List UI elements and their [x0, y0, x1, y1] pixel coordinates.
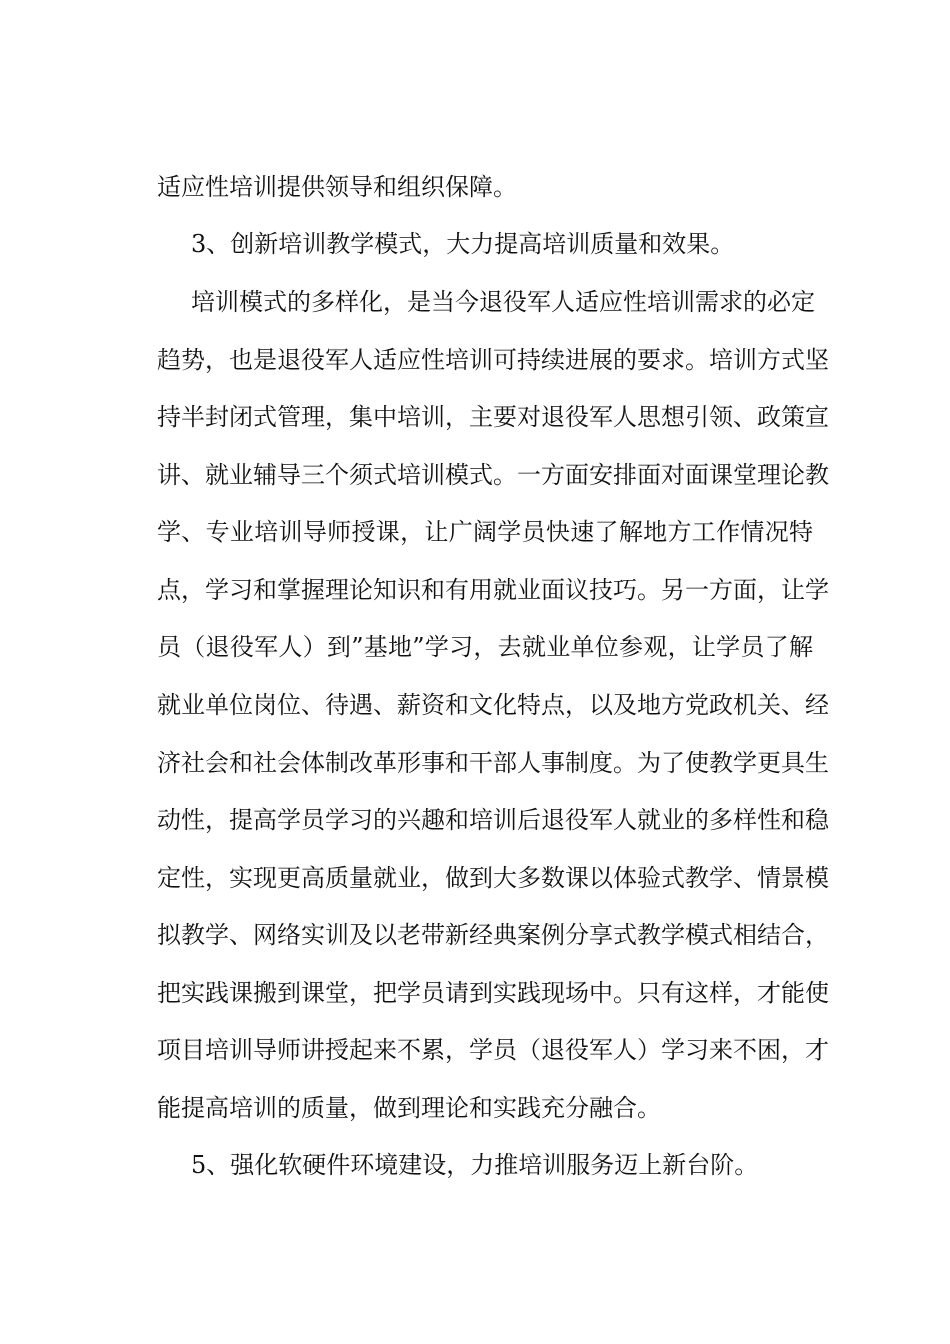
paragraph-line: 点，学习和掌握理论知识和有用就业面议技巧。另一方面，让学	[157, 576, 829, 604]
paragraph-line: 项目培训导师讲授起来不累，学员（退役军人）学习来不困，才	[157, 1036, 829, 1064]
paragraph-line: 拟教学、网络实训及以老带新经典案例分享式教学模式相结合，	[157, 921, 829, 949]
paragraph-line: 动性，提高学员学习的兴趣和培训后退役军人就业的多样性和稳	[157, 806, 829, 834]
paragraph-line: 培训模式的多样化，是当今退役军人适应性培训需求的必定	[191, 288, 815, 316]
paragraph-line: 持半封闭式管理，集中培训，主要对退役军人思想引领、政策宣	[157, 403, 829, 431]
paragraph-line: 能提高培训的质量，做到理论和实践充分融合。	[157, 1094, 661, 1122]
paragraph-line: 趋势，也是退役军人适应性培训可持续进展的要求。培训方式坚	[157, 346, 829, 374]
paragraph-line: 济社会和社会体制改革形事和干部人事制度。为了使教学更具生	[157, 749, 829, 777]
paragraph-line: 定性，实现更高质量就业，做到大多数课以体验式教学、情景模	[157, 864, 829, 892]
paragraph-line: 学、专业培训导师授课，让广阔学员快速了解地方工作情况特	[157, 518, 813, 546]
paragraph-line: 员（退役军人）到”基地”学习，去就业单位参观，让学员了解	[157, 633, 813, 661]
section-heading-5: 5、强化软硬件环境建设，力推培训服务迈上新台阶。	[191, 1151, 759, 1179]
section-heading-3: 3、创新培训教学模式，大力提高培训质量和效果。	[191, 230, 735, 258]
paragraph-line: 就业单位岗位、待遇、薪资和文化特点，以及地方党政机关、经	[157, 691, 829, 719]
paragraph-line: 讲、就业辅导三个须式培训模式。一方面安排面对面课堂理论教	[157, 461, 829, 489]
paragraph-line: 适应性培训提供领导和组织保障。	[157, 173, 517, 201]
paragraph-line: 把实践课搬到课堂，把学员请到实践现场中。只有这样，才能使	[157, 979, 829, 1007]
